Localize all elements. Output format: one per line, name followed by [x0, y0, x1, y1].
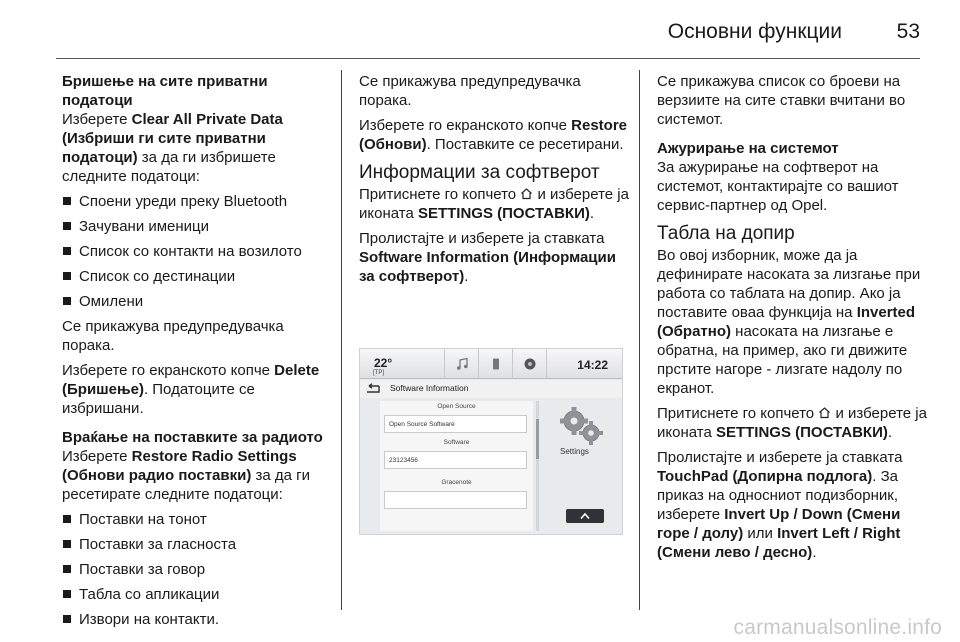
section-label: Open Source — [437, 403, 476, 410]
header-rule — [56, 58, 920, 59]
tab-divider — [546, 349, 580, 379]
screen-title: Software Information — [390, 383, 469, 393]
page-title: Основни функции — [667, 20, 842, 43]
bullet-icon — [63, 222, 71, 230]
paragraph: Пролистајте и изберете ја ставката TouchPad (Допирна подлога). За приказ на односниот подизборник, изберете Invert Up / Down (Смени горе / долу) или Invert Left / Right (Смени лево / десно). — [657, 449, 903, 561]
paragraph: Притиснете го копчето и изберете ја иконата SETTINGS (ПОСТАВКИ). — [359, 186, 629, 222]
bullet-list — [62, 510, 334, 629]
tab-phone[interactable] — [478, 349, 512, 379]
paragraph: Притиснете го копчето и изберете ја иконата SETTINGS (ПОСТАВКИ). — [657, 405, 927, 441]
software-info-list — [380, 401, 533, 531]
bullet-icon — [63, 565, 71, 573]
music-note-icon — [455, 357, 469, 371]
bullet-icon — [63, 272, 71, 280]
list-item: Табла со апликации — [62, 585, 334, 604]
paragraph: За ажурирање на софтверот на системот, контактирајте со вашиот сервис-партнер од Opel. — [657, 159, 899, 214]
bullet-icon — [63, 515, 71, 523]
bullet-list — [62, 192, 334, 311]
bullet-icon — [63, 197, 71, 205]
section-heading: Информации за софтверот — [359, 162, 600, 183]
paragraph: Пролистајте и изберете ја ставката Software Information (Информации за софтверот). — [359, 230, 616, 285]
bullet-icon — [63, 540, 71, 548]
scroll-up-button[interactable] — [566, 509, 604, 523]
scrollbar[interactable] — [536, 401, 539, 531]
paragraph: Се прикажува список со броеви на верзиите на сите ставки вчитани во системот. — [657, 73, 906, 128]
paragraph: Се прикажува предупредувачка порака. — [359, 73, 581, 109]
section-heading: Бришење на сите приватни податоци — [62, 73, 268, 109]
clock: 14:22 — [577, 358, 608, 372]
home-icon — [818, 406, 831, 419]
paragraph: Изберете го екранското копче Restore (Обнови). Поставките се ресетирани. — [359, 117, 628, 153]
list-item: Поставки на тонот — [62, 510, 334, 529]
temperature: 22° — [374, 356, 393, 370]
list-item: Поставки за гласноста — [62, 535, 334, 554]
section-heading: Враќање на поставките за радиото — [62, 429, 323, 446]
apps-icon — [523, 357, 537, 371]
scrollbar-thumb[interactable] — [536, 419, 539, 459]
status-bar — [360, 349, 623, 379]
section-heading: Ажурирање на системот — [657, 140, 839, 157]
bullet-icon — [63, 247, 71, 255]
paragraph: Изберете го екранското копче Delete (Бришење). Податоците се избришани. — [62, 362, 320, 417]
chevron-up-icon — [580, 512, 590, 520]
phone-icon — [489, 357, 503, 371]
list-item[interactable]: 23123456 — [384, 451, 527, 469]
column-2 — [359, 72, 631, 292]
column-divider — [341, 70, 342, 610]
list-item: Поставки за говор — [62, 560, 334, 579]
section-label: Gracenote — [441, 479, 472, 486]
page-header — [0, 18, 960, 48]
bullet-icon — [63, 297, 71, 305]
bullet-icon — [63, 615, 71, 623]
list-item: Список со контакти на возилото — [62, 242, 334, 261]
list-item: Список со дестинации — [62, 267, 334, 286]
screen-titlebar — [360, 380, 623, 398]
traffic-program-indicator: [TP] — [373, 370, 385, 376]
paragraph: Изберете Restore Radio Settings (Обнови радио поставки) за да ги ресетирате следните податоци: — [62, 448, 311, 503]
paragraph: Во овој изборник, може да ја дефинирате насоката за лизгање при работа со таблата на допир. Ако ја поставите оваа функција на Inverted (Обратно) насоката на лизгање е обратна, на пример, ако ги движите прстите нагоре - лизгате надолу по екранот. — [657, 247, 921, 397]
column-divider — [639, 70, 640, 610]
list-item: Зачувани именици — [62, 217, 334, 236]
paragraph: Се прикажува предупредувачка порака. — [62, 318, 284, 354]
paragraph: Изберете Clear All Private Data (Избриши ги сите приватни податоци) за да ги избришете следните податоци: — [62, 111, 283, 185]
watermark: carmanualsonline.info — [733, 616, 942, 639]
section-heading: Табла на допир — [657, 223, 795, 244]
tab-apps[interactable] — [512, 349, 546, 379]
column-3 — [657, 72, 927, 568]
list-item: Извори на контакти. — [62, 610, 334, 629]
column-1 — [62, 72, 334, 635]
list-item: Омилени — [62, 292, 334, 311]
list-item: Споени уреди преку Bluetooth — [62, 192, 334, 211]
list-item[interactable]: Open Source Software — [384, 415, 527, 433]
home-icon — [520, 187, 533, 200]
page-number: 53 — [896, 20, 920, 43]
section-label: Software — [443, 439, 470, 446]
bullet-icon — [63, 590, 71, 598]
settings-label: Settings — [560, 447, 589, 456]
back-arrow-icon[interactable] — [364, 383, 382, 395]
software-info-screenshot — [359, 348, 623, 535]
settings-gears-icon — [558, 405, 604, 447]
list-item[interactable] — [384, 491, 527, 509]
tab-audio[interactable] — [444, 349, 478, 379]
